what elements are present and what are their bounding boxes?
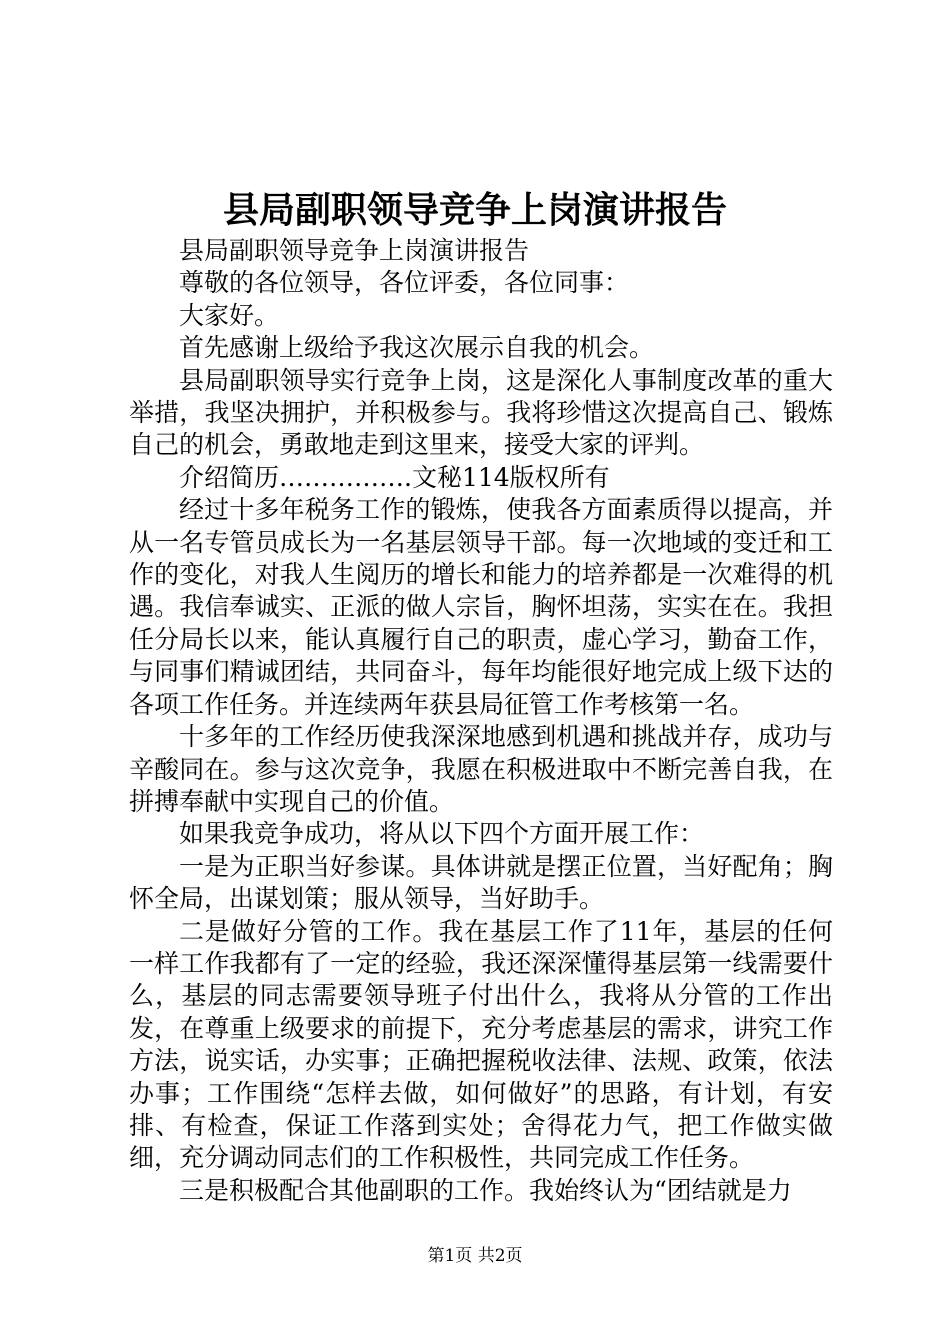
page-footer: 第1页 共2页: [427, 1246, 523, 1266]
paragraph: 十多年的工作经历使我深深地感到机遇和挑战并存，成功与辛酸同在。参与这次竞争，我愿在积极进取中不断完善自我，在拼搏奉献中实现自己的价值。: [129, 722, 833, 816]
paragraph: 县局副职领导实行竞争上岗，这是深化人事制度改革的重大举措，我坚决拥护，并积极参与。我将珍惜这次提高自己、锻炼自己的机会，勇敢地走到这里来，接受大家的评判。: [129, 365, 833, 460]
paragraph: 县局副职领导竞争上岗演讲报告: [179, 236, 530, 265]
paragraph: 如果我竞争成功，将从以下四个方面开展工作：: [179, 819, 705, 849]
paragraph: 三是积极配合其他副职的工作。我始终认为“团结就是力: [179, 1175, 792, 1205]
paragraph: 首先感谢上级给予我这次展示自我的机会。: [179, 333, 655, 363]
paragraph: 尊敬的各位领导，各位评委，各位同事：: [179, 268, 630, 298]
document-title: 县局副职领导竞争上岗演讲报告: [222, 189, 727, 231]
document-body: [129, 235, 833, 1207]
paragraph: 大家好。: [179, 300, 280, 330]
paragraph: 经过十多年税务工作的锻炼，使我各方面素质得以提高，并从一名专管员成长为一名基层领导干部。每一次地域的变迁和工作的变化，对我人生阅历的增长和能力的培养都是一次难得的机遇。我信奉诚实、正派的做人宗旨，胸怀坦荡，实实在在。我担任分局长以来，能认真履行自己的职责，虚心学习，勤奋工作，与同事们精诚团结，共同奋斗，每年均能很好地完成上级下达的各项工作任务。并连续两年获县局征管工作考核第一名。: [129, 495, 833, 719]
paragraph: 介绍简历…………….文秘114版权所有: [179, 462, 610, 492]
paragraph: 二是做好分管的工作。我在基层工作了11年，基层的任何一样工作我都有了一定的经验，我还深深懂得基层第一线需要什么，基层的同志需要领导班子付出什么，我将从分管的工作出发，在尊重上级要求的前提下，充分考虑基层的需求，讲究工作方法，说实话，办实事；正确把握税收法律、法规、政策，依法办事；工作围绕“怎样去做，如何做好”的思路，有计划，有安排、有检查，保证工作落到实处；舍得花力气，把工作做实做细，充分调动同志们的工作积极性，共同完成工作任务。: [129, 916, 833, 1173]
paragraph: 一是为正职当好参谋。具体讲就是摆正位置，当好配角；胸怀全局，出谋划策；服从领导，当好助手。: [129, 851, 833, 914]
